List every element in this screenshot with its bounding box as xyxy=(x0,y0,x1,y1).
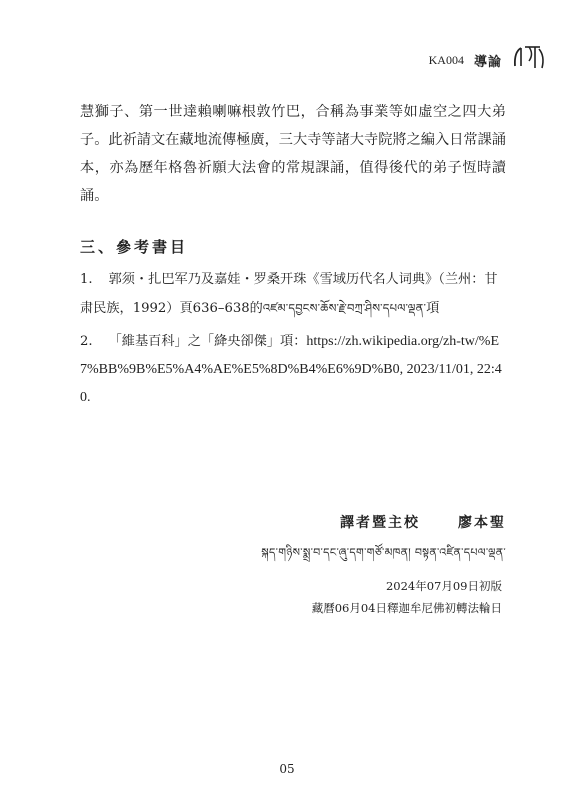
reference-text: 「維基百科」之「絳央卻傑」項： xyxy=(108,334,307,349)
signature-row xyxy=(340,512,506,532)
reference-item xyxy=(80,328,506,412)
reference-text-end: 項 xyxy=(426,301,440,316)
document-code: KA004 xyxy=(428,52,464,67)
reference-item xyxy=(80,266,506,323)
reference-tibetan-text: འཛམ་དབྱངས་ཆོས་རྗེ་བཀྲ་ཤིས་དཔལ་ལྡན་ xyxy=(262,301,427,315)
tibetan-ka-mark-icon xyxy=(512,40,546,80)
translator-role: 譯者暨主校 xyxy=(340,515,420,531)
reference-text: 郭须・扎巴军乃及嘉娃・罗桑开珠《雪域历代名人词典》（兰州：甘肃民族，1992）頁636–638的 xyxy=(80,272,498,316)
reference-number: 1. xyxy=(80,272,93,287)
signature-tibetan: སྐད་གཉིས་སྨྲ་བ་དང་ཞུ་དག་གཙོ་མཁན། བསྟན་འཛིན་དཔལ་ལྡན་ xyxy=(261,546,506,559)
edition-date: 2024年07月09日初版 xyxy=(385,579,502,593)
references-heading: 三、參考書目 xyxy=(80,238,189,256)
page-number: 05 xyxy=(279,762,295,776)
section-header-title: 導論 xyxy=(473,54,502,70)
body-paragraph: 慧獅子、第一世達賴喇嘛根敦竹巴，合稱為事業等如虛空之四大弟子。此祈請文在藏地流傳極廣，三大寺等諸大寺院將之編入日常課誦本，亦為歷年格魯祈願大法會的常規課誦，值得後代的弟子恆時讀誦。 xyxy=(80,104,506,204)
tibetan-calendar-date: 藏曆06月04日釋迦牟尼佛初轉法輪日 xyxy=(311,601,502,615)
page-header xyxy=(429,40,546,80)
reference-url-link[interactable]: https://zh.wikipedia.org/zh-tw/%E7%BB%9B%E5%A4%AE%E5%8D%B4%E6%9D%B0, 2023/11/01, 22:40. xyxy=(80,334,502,405)
translator-name: 廖本聖 xyxy=(458,515,506,531)
reference-number: 2. xyxy=(80,334,93,349)
